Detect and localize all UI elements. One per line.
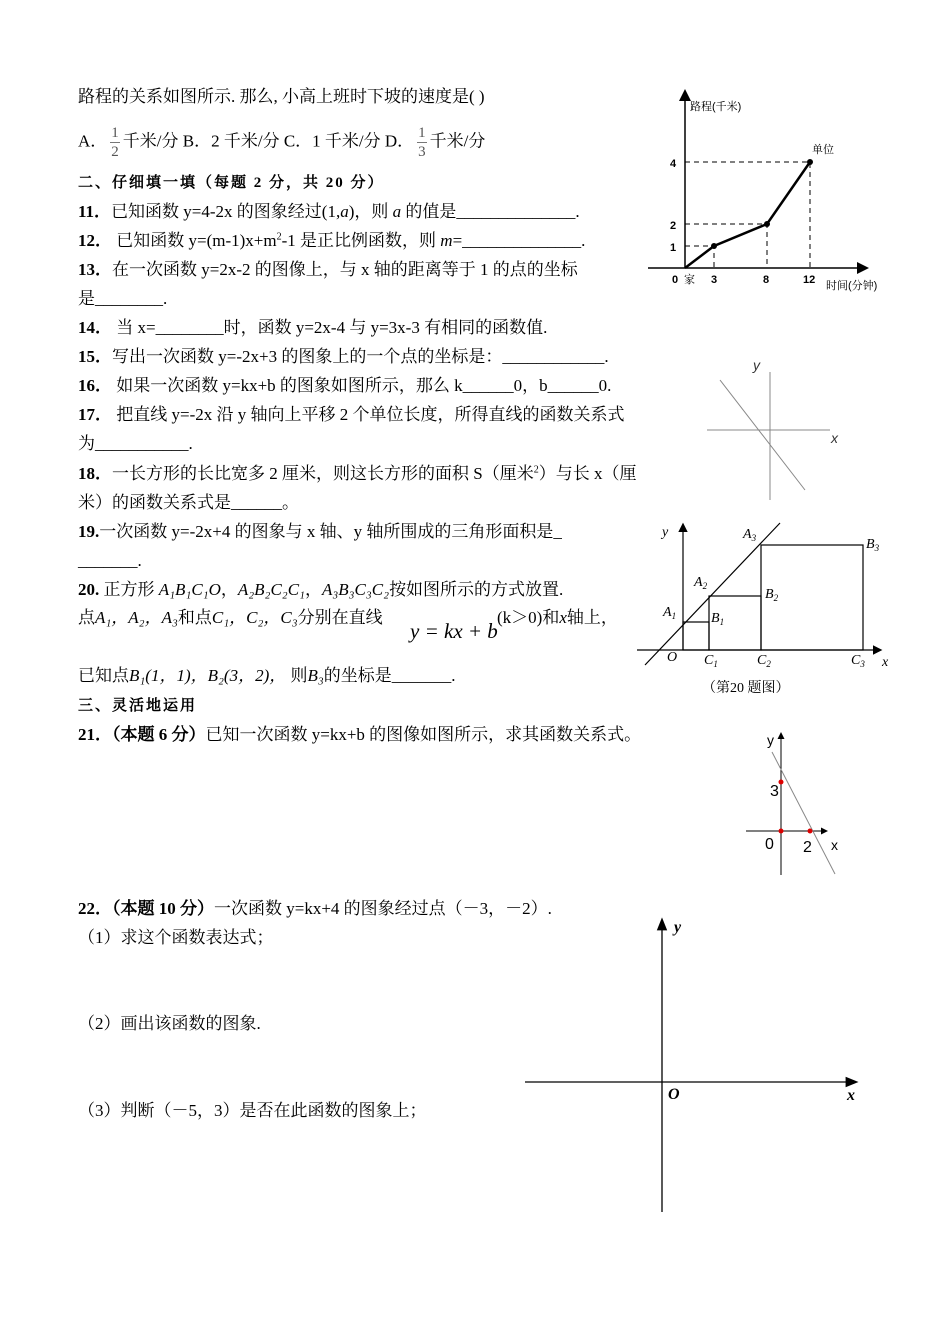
y-tick-label: 2	[670, 220, 677, 232]
q20-text-c2: 则	[290, 666, 308, 685]
q20-formula: y = kx + b	[410, 619, 498, 643]
q12-text-c: =______________.	[452, 231, 586, 250]
point-A2	[693, 575, 708, 591]
q10-option-a-label: A．	[78, 131, 108, 151]
q10-option-a-fraction	[110, 124, 120, 161]
q22-coordinate-axes	[515, 912, 870, 1217]
question-21	[78, 723, 641, 747]
route-point	[764, 221, 770, 227]
label-letter: C	[704, 653, 714, 668]
y-axis-label: y	[753, 357, 760, 373]
point-C2	[757, 653, 771, 669]
q20-points-c: C₁，C₂，C₃	[211, 608, 298, 627]
point-C3	[851, 653, 865, 669]
label-subscript: 1	[713, 659, 718, 669]
fraction-numerator: 1	[418, 125, 426, 141]
question-19-cont: _______.	[78, 551, 142, 570]
q20-square-1: A₁B₁C₁O	[158, 580, 221, 599]
x-axis-label: x	[847, 1087, 855, 1104]
q20-text-b2: 和点	[177, 608, 212, 627]
square-1	[683, 622, 709, 650]
question-number: 18．	[78, 464, 112, 483]
question-12	[78, 229, 585, 253]
q11-var: a	[340, 202, 349, 221]
question-22-part-3: （3）判断（－5，3）是否在此函数的图象上；	[78, 1101, 427, 1120]
question-20-line2	[78, 606, 383, 630]
point-A1	[662, 605, 676, 621]
label-letter: C	[757, 653, 767, 668]
x-tick-label: 12	[803, 274, 816, 286]
q20-points-a: A₁，A₂，A₃	[95, 608, 178, 627]
q11-text-a: 已知函数 y=4-2x 的图象经过(1,	[111, 202, 341, 221]
label-letter: B	[765, 587, 774, 602]
q10-options	[78, 124, 485, 161]
question-19	[78, 520, 562, 544]
origin-point	[779, 829, 784, 834]
question-22-part-2: （2）画出该函数的图象.	[78, 1014, 261, 1033]
q20-text-b5: x	[559, 608, 567, 627]
y-axis-label: y	[767, 732, 774, 748]
label-letter: B	[866, 537, 875, 552]
home-label: 家	[684, 274, 695, 286]
question-20-line3	[78, 664, 456, 688]
q20-text-a: 正方形	[103, 580, 155, 599]
q20-text-b6: 轴上，	[566, 608, 618, 627]
label-subscript: 3	[751, 533, 757, 543]
question-number: 15．	[78, 347, 112, 366]
x-label: x	[882, 655, 889, 670]
q19-text-a: 一次函数 y=-2x+4 的图象与 x 轴、y 轴所围成的三角形面积是_	[99, 522, 562, 541]
question-number: 17．	[78, 405, 112, 424]
question-20: 20. 正方形 A₁B₁C₁O，A₂B₂C₂C₁，A₃B₃C₃C₂按如图所示的方式放置.	[78, 580, 564, 599]
q16-text: 如果一次函数 y=kx+b 的图象如图所示，那么 k______0，b______0.	[116, 376, 612, 395]
q11-var-2: a	[392, 202, 402, 221]
origin-label: 0	[765, 836, 774, 853]
question-11	[78, 200, 580, 224]
guide-lines	[685, 162, 810, 268]
question-number: 20.	[78, 580, 100, 599]
route-point	[711, 243, 717, 249]
question-13-cont: 是________.	[78, 289, 168, 308]
y-tick-label: 4	[670, 158, 677, 170]
question-number: 11．	[78, 202, 112, 221]
origin-label: O	[668, 1086, 680, 1103]
point-B1	[711, 611, 724, 627]
q20-b2: B₂(3，2)，	[207, 666, 287, 685]
label-letter: B	[711, 611, 720, 626]
question-18	[78, 462, 636, 486]
q20-figure-caption: （第20 题图）	[702, 681, 790, 696]
q20-text-b4: (k＞0)和	[497, 608, 560, 627]
label-subscript: 2	[702, 581, 708, 591]
q10-option-d-unit: 千米/分	[429, 131, 486, 151]
y-axis-label: 路程(千米)	[690, 101, 742, 113]
x-tick-label: 8	[763, 274, 770, 286]
point-C1	[704, 653, 718, 669]
label-letter: C	[851, 653, 861, 668]
point-B2	[765, 587, 779, 603]
q14-text: 当 x=________时，函数 y=2x-4 与 y=3x-3 有相同的函数值.	[116, 318, 548, 337]
q13-text-a: 在一次函数 y=2x-2 的图像上，与 x 轴的距离等于 1 的点的坐标	[112, 260, 578, 279]
q21-score-tag: （本题 6 分）	[112, 725, 206, 744]
q20-text-a-end: 按如图所示的方式放置.	[389, 580, 564, 599]
question-number: 16．	[78, 376, 112, 395]
q15-text: 写出一次函数 y=-2x+3 的图象上的一个点的坐标是：____________.	[112, 347, 609, 366]
x-axis-label: x	[831, 837, 838, 853]
origin-label: O	[667, 650, 678, 665]
q20-squares-figure	[630, 518, 900, 673]
y-label: y	[662, 525, 669, 540]
question-number: 14．	[78, 318, 112, 337]
q10-stem: 路程的关系如图所示. 那么, 小高上班时下坡的速度是( )	[78, 87, 485, 106]
label-letter: A	[694, 575, 703, 590]
q20-square-3: A₃B₃C₃C₂	[321, 580, 390, 599]
y-intercept-label: 3	[770, 783, 779, 800]
x-intercept-label: 2	[803, 839, 812, 856]
label-subscript: 2	[766, 659, 771, 669]
x-tick-label: 3	[711, 274, 718, 286]
x-axis-label: 时间(分钟)	[826, 280, 878, 292]
q12-text-a: 已知函数 y=(m-1)x+m	[116, 231, 277, 250]
q20-square-2: A₂B₂C₂C₁	[237, 580, 305, 599]
label-letter: A	[743, 527, 752, 542]
q18-text-b: ）与长 x（厘	[538, 464, 637, 483]
question-22	[78, 897, 552, 921]
q20-b3: B₃	[307, 666, 324, 685]
question-14	[78, 316, 547, 340]
x-axis-label: x	[831, 430, 838, 446]
q22-score-tag: （本题 10 分）	[112, 899, 214, 918]
question-18-cont: 米）的函数关系式是______。	[78, 493, 299, 512]
x-intercept-point	[808, 829, 813, 834]
question-16	[78, 374, 611, 398]
q20-text-b1: 点	[78, 608, 95, 627]
q12-superscript: 2	[276, 231, 282, 243]
q20-b1: B₁(1，1)，	[129, 666, 208, 685]
point-A3	[742, 527, 757, 543]
fraction-denominator: 2	[111, 144, 119, 160]
q11-text-b: )，则	[348, 202, 389, 221]
q12-var: m	[440, 231, 453, 250]
question-15	[78, 345, 609, 369]
q21-line-graph	[740, 728, 850, 878]
q20-text-b3: 分别在直线	[297, 608, 383, 627]
question-17-cont: 为___________.	[78, 434, 193, 453]
y-tick-label: 1	[670, 242, 677, 254]
q21-text: 已知一次函数 y=kx+b 的图像如图所示，求其函数关系式。	[205, 725, 642, 744]
q10-options-bcd: B．2 千米/分 C．1 千米/分 D．	[182, 131, 415, 151]
question-number: 22．	[78, 899, 112, 918]
line-y-kx-b	[645, 523, 780, 665]
route-time-graph	[640, 85, 910, 300]
q10-option-a-unit: 千米/分	[122, 131, 179, 151]
fraction-numerator: 1	[111, 125, 119, 141]
point-B3	[866, 537, 880, 553]
q12-text-b: -1 是正比例函数，则	[281, 231, 437, 250]
q17-text-a: 把直线 y=-2x 沿 y 轴向上平移 2 个单位长度，所得直线的函数关系式	[116, 405, 625, 424]
question-number: 21．	[78, 725, 112, 744]
question-22-part-1: （1）求这个函数表达式；	[78, 928, 274, 947]
question-number: 12．	[78, 231, 112, 250]
question-17	[78, 403, 625, 427]
q10-option-d-fraction	[417, 124, 427, 161]
q18-superscript: 2	[533, 464, 539, 476]
q20-text-c3: 的坐标是_______.	[323, 666, 456, 685]
endpoint-label: 单位	[812, 144, 834, 156]
route-point	[807, 159, 813, 165]
section-3-heading: 三、灵活地运用	[78, 698, 198, 714]
label-subscript: 3	[874, 543, 880, 553]
question-number: 19.	[78, 522, 100, 541]
route-line	[685, 162, 810, 268]
q22-text: 一次函数 y=kx+4 的图象经过点（－3，－2）.	[214, 899, 552, 918]
label-subscript: 1	[671, 611, 677, 621]
question-number: 13．	[78, 260, 112, 279]
q16-line-graph	[700, 355, 850, 505]
label-subscript: 2	[773, 593, 779, 603]
label-subscript: 3	[860, 659, 865, 669]
fraction-denominator: 3	[418, 144, 426, 160]
q11-text-c: 的值是______________.	[405, 202, 580, 221]
y-intercept-point	[779, 780, 784, 785]
function-line	[720, 380, 805, 490]
q18-text-a: 一长方形的长比宽多 2 厘米，则这长方形的面积 S（厘米	[112, 464, 534, 483]
question-20-line2-end	[497, 606, 618, 630]
label-subscript: 1	[719, 617, 725, 627]
q20-text-c1: 已知点	[78, 666, 129, 685]
y-axis-label: y	[674, 919, 682, 936]
question-13	[78, 258, 578, 282]
label-letter: A	[663, 605, 672, 620]
origin-label: 0	[672, 274, 679, 286]
section-2-heading: 二、仔细填一填（每题 2 分，共 20 分）	[78, 175, 385, 191]
